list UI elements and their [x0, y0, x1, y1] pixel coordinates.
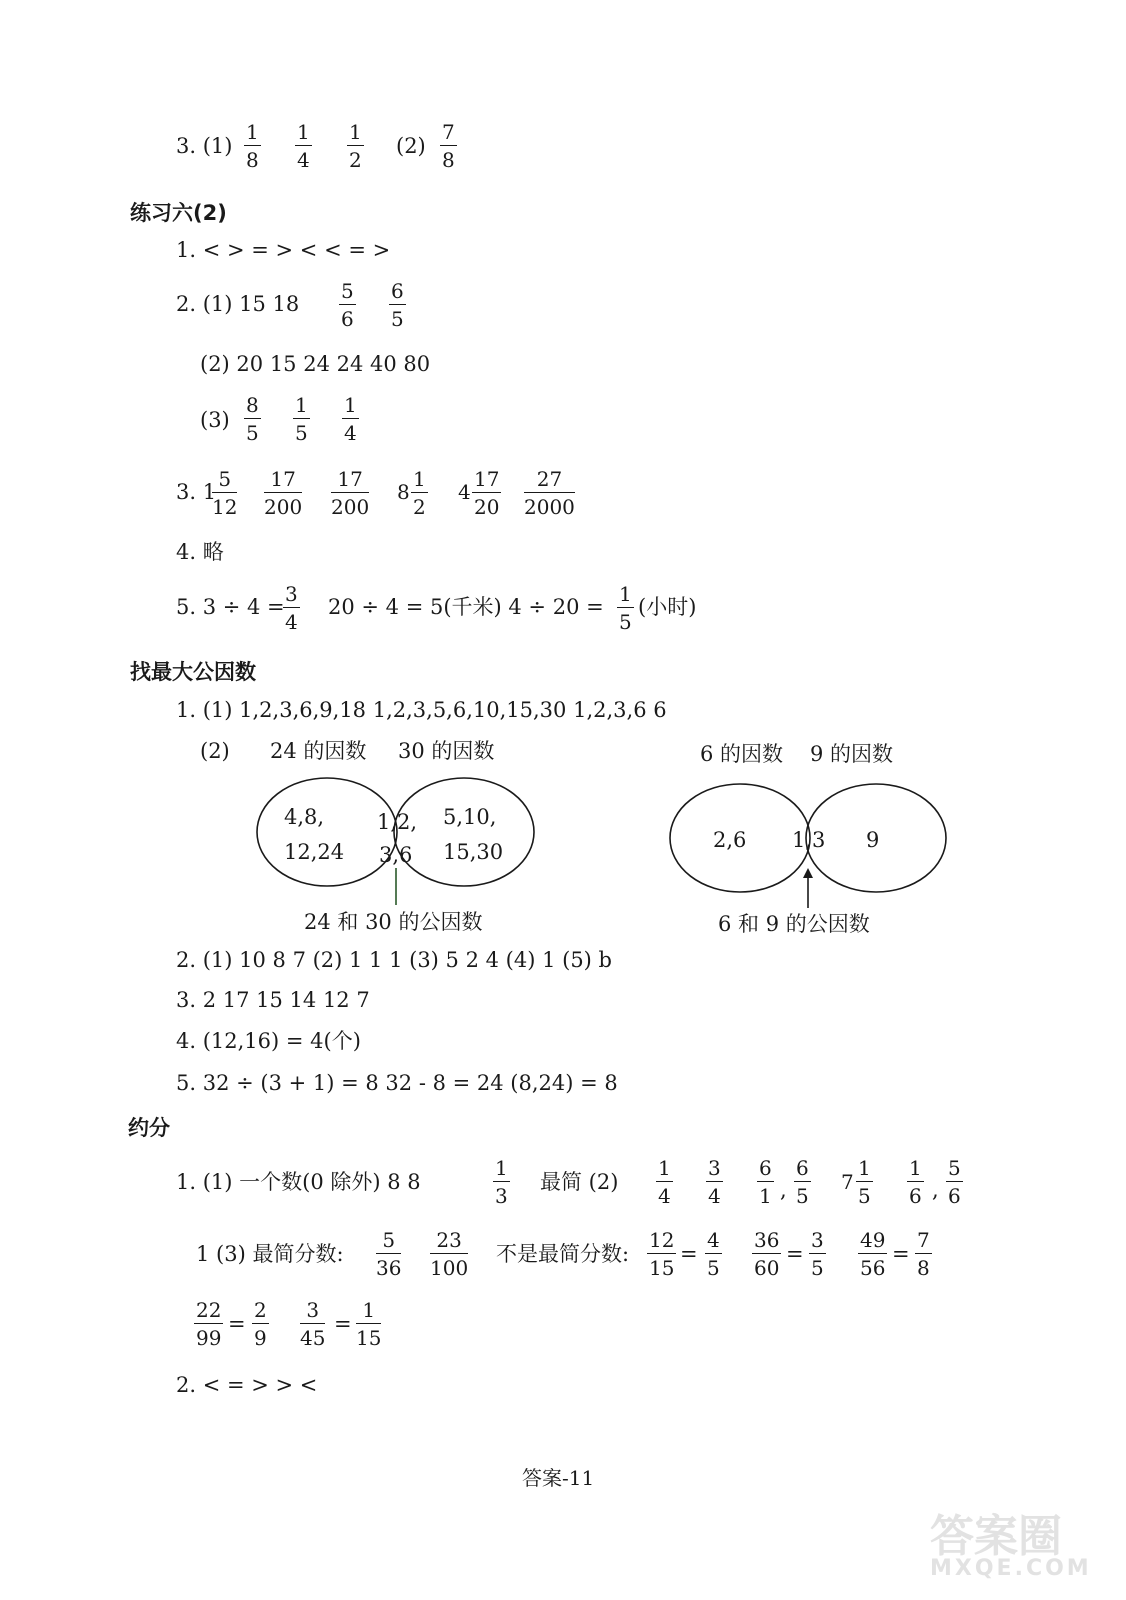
answer-line: 不是最简分数: — [496, 1242, 630, 1266]
fraction: $\frac{17}{200}$ — [264, 467, 303, 519]
watermark-logo: 答案圈 — [930, 1511, 1062, 1562]
fraction: $\frac{1}{2}$ — [349, 120, 362, 172]
answer-line: 2. < = > > < — [176, 1373, 318, 1397]
fraction: $\frac{5}{6}$ — [341, 279, 354, 331]
fraction: $\frac{6}{5}$ — [391, 279, 404, 331]
section-title: 练习六(2) — [130, 201, 227, 225]
answer-line: 1 (3) 最简分数: — [196, 1242, 344, 1266]
fraction: $\frac{7}{8}$ — [442, 120, 455, 172]
venn-right-values: 9 — [866, 828, 880, 852]
answer-line: 5. 3 ÷ 4 = — [176, 595, 285, 619]
answer-line: 1. (1) 一个数(0 除外) 8 8 — [176, 1170, 421, 1194]
watermark-url: MXQE.COM — [930, 1556, 1092, 1581]
answer-line: 4. (12,16) = 4(个) — [176, 1029, 361, 1053]
equals-sign: = — [786, 1242, 804, 1266]
answer-line: 5. 32 ÷ (3 + 1) = 8 32 - 8 = 24 (8,24) = 8 — [176, 1071, 618, 1095]
venn-caption: 6 和 9 的公因数 — [718, 912, 870, 936]
venn-circle-left — [257, 778, 397, 886]
section-title: 找最大公因数 — [130, 660, 256, 684]
fraction: $\frac{36}{60}$ — [754, 1228, 780, 1280]
answer-line: 3. 2 17 15 14 12 7 — [176, 988, 370, 1012]
fraction: $\frac{22}{99}$ — [196, 1298, 222, 1350]
fraction: $\frac{1}{2}$ — [413, 467, 426, 519]
page-number: 答案-11 — [522, 1466, 595, 1490]
part-label: (2) — [396, 134, 426, 158]
answer-line: 2. (1) 10 8 7 (2) 1 1 1 (3) 5 2 4 (4) 1 (5) b — [176, 948, 612, 972]
fraction: $\frac{1}{5}$ — [858, 1156, 871, 1208]
fraction: $\frac{6}{1}$ — [759, 1156, 772, 1208]
fraction: $\frac{3}{4}$ — [708, 1156, 721, 1208]
venn-common-values: 1,2, — [377, 810, 418, 834]
fraction: $\frac{17}{200}$ — [331, 467, 370, 519]
fraction: $\frac{17}{20}$ — [474, 467, 500, 519]
venn-left-title: 6 的因数 — [700, 742, 784, 766]
fraction: $\frac{1}{5}$ — [619, 582, 632, 634]
fraction: $\frac{8}{5}$ — [246, 393, 259, 445]
fraction: $\frac{6}{5}$ — [796, 1156, 809, 1208]
fraction: $\frac{7}{8}$ — [917, 1228, 930, 1280]
fraction: $\frac{3}{4}$ — [285, 582, 298, 634]
equals-sign: = — [228, 1312, 246, 1336]
answer-line: (2) 20 15 24 24 40 80 — [200, 352, 431, 376]
fraction: $\frac{5}{36}$ — [376, 1228, 402, 1280]
fraction: $\frac{1}{4}$ — [658, 1156, 671, 1208]
fraction: $\frac{1}{5}$ — [295, 393, 308, 445]
fraction: $\frac{1}{15}$ — [356, 1298, 382, 1350]
whole-number: 8 — [397, 480, 410, 504]
q3-prefix: 3. (1) — [176, 134, 233, 158]
fraction: $\frac{3}{5}$ — [811, 1228, 824, 1280]
venn-left-values: 2,6 — [713, 828, 747, 852]
answer-line: (小时) — [638, 595, 697, 619]
venn-left-values: 12,24 — [284, 840, 345, 864]
answer-line: 20 ÷ 4 = 5(千米) 4 ÷ 20 = — [328, 595, 604, 619]
fraction: $\frac{1}{3}$ — [495, 1156, 508, 1208]
fraction: $\frac{1}{8}$ — [246, 120, 259, 172]
answer-line: 3. 1 — [176, 480, 217, 504]
pointer-arrowhead — [803, 868, 813, 878]
fraction: $\frac{23}{100}$ — [430, 1228, 469, 1280]
fraction: $\frac{2}{9}$ — [254, 1298, 267, 1350]
answer-line: 4. 略 — [176, 540, 224, 564]
fraction: $\frac{1}{4}$ — [297, 120, 310, 172]
venn-left-values: 4,8, — [284, 805, 325, 829]
venn-common-values: 3,6 — [379, 843, 413, 867]
fraction: $\frac{4}{5}$ — [707, 1228, 720, 1280]
answer-line: 最简 (2) — [540, 1170, 619, 1194]
fraction: $\frac{49}{56}$ — [860, 1228, 886, 1280]
separator: , — [932, 1178, 939, 1202]
part-label: (2) — [200, 739, 230, 763]
answer-line: (3) — [200, 408, 230, 432]
fraction: $\frac{3}{45}$ — [300, 1298, 326, 1350]
whole-number: 4 — [458, 480, 471, 504]
venn-common-values: 1,3 — [792, 828, 826, 852]
separator: , — [780, 1178, 787, 1202]
fraction: $\frac{5}{12}$ — [212, 467, 238, 519]
section-title: 约分 — [128, 1116, 170, 1140]
answer-line: 1. (1) 1,2,3,6,9,18 1,2,3,5,6,10,15,30 1,2,3,6 6 — [176, 698, 667, 722]
fraction: $\frac{1}{6}$ — [909, 1156, 922, 1208]
equals-sign: = — [680, 1242, 698, 1266]
venn-right-values: 15,30 — [443, 840, 504, 864]
equals-sign: = — [892, 1242, 910, 1266]
venn-right-title: 9 的因数 — [810, 742, 894, 766]
whole-number: 7 — [841, 1170, 854, 1194]
venn-right-title: 30 的因数 — [398, 739, 495, 763]
equals-sign: = — [334, 1312, 352, 1336]
fraction: $\frac{27}{2000}$ — [524, 467, 575, 519]
answer-line: 2. (1) 15 18 — [176, 292, 300, 316]
fraction: $\frac{12}{15}$ — [649, 1228, 675, 1280]
fraction: $\frac{5}{6}$ — [948, 1156, 961, 1208]
venn-right-values: 5,10, — [443, 805, 497, 829]
venn-left-title: 24 的因数 — [270, 739, 367, 763]
fraction: $\frac{1}{4}$ — [344, 393, 357, 445]
venn-caption: 24 和 30 的公因数 — [304, 910, 483, 934]
answer-line: 1. < > = > < < = > — [176, 238, 391, 262]
